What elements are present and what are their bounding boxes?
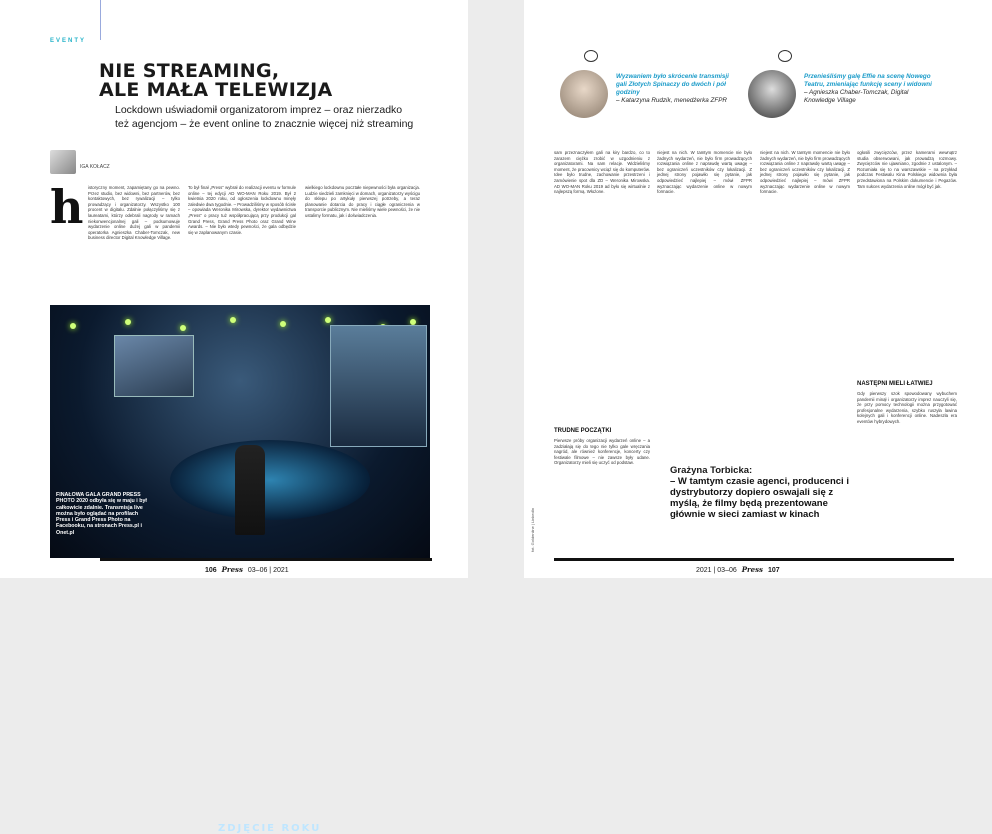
pull-quote-text: – W tamtym czasie agenci, producenci i dystrybutorzy dopiero oswajali się z myślą, że filmy będą prezentowane głównie w sieci zamiast w kinach bbox=[670, 476, 849, 520]
issue-date: 2021 | 03–06 bbox=[696, 567, 737, 574]
presenter-figure bbox=[235, 445, 265, 535]
right-page bbox=[524, 0, 992, 578]
speech-bubble-icon bbox=[584, 50, 598, 62]
magazine-logo: Press bbox=[741, 565, 763, 574]
title-line-2: ALE MAŁA TELEWIZJA bbox=[99, 79, 333, 101]
body-column-3: wielkiego lockdownu pocztałe niepewności była organizacja. Ludzie siedzieli zamknięci w domach, organizatorzy wyścigu do sklepu po artykuły pierwszej potrzeby, a teraz planowanie dotarcia do pracy i ciągłe ograniczenia w transporcie publicznym. Nie mieliśmy wiele pewności, że nie ustalimy formatu, jak i doświadczenia. bbox=[305, 185, 420, 218]
page-number: 107 bbox=[767, 567, 780, 574]
subhead-nastepni: NASTĘPNI MIELI ŁATWIEJ bbox=[857, 381, 933, 387]
page-footer bbox=[696, 565, 780, 574]
footer-rule bbox=[100, 558, 432, 561]
author-byline bbox=[50, 150, 110, 174]
portrait-rudzik bbox=[560, 70, 608, 118]
section-rule bbox=[100, 0, 101, 40]
pull-quote-name: Grażyna Torbicka: bbox=[670, 465, 753, 476]
page-footer bbox=[205, 565, 289, 574]
page-number: 106 bbox=[205, 567, 217, 574]
drop-cap: h bbox=[50, 180, 84, 234]
pull-quote bbox=[670, 465, 850, 520]
quote-1-author: – Katarzyna Rudzik, menedżerka ZFPR bbox=[616, 97, 727, 104]
author-name: IGA KOŁACZ bbox=[80, 164, 110, 170]
quote-2 bbox=[804, 73, 934, 105]
body-column-c2: Gdy pierwszy szok spowodowany wybuchem pandemii minął i organizatorzy imprez nauczyli się, że przy pomocy technologii można przygotować profesjonalne wydarzenia, szybko ruszyła lawina kolejnych gali i konferencji online. Nadeszła era eventów hybrydowych. bbox=[857, 391, 957, 424]
photo-caption: FINAŁOWA GALA GRAND PRESS PHOTO 2020 odbyła się w maju i był całkowicie zdalnie. Transmisja live można było oglądać na profilach Press i Grand Press Photo na Facebooku, na stronach Press.pl i Onet.pl bbox=[56, 492, 147, 536]
body-column-a2: Pierwsze próby organizacji wydarzeń online – a zadziałają się do tego nie tylko gale wręczania nagród, ale również konferencje, koncerty czy festiwale filmowe – nie zawsze były udane. Organizatorzy mieli się uczyć od podstaw. bbox=[554, 438, 650, 466]
video-screen-studio bbox=[330, 325, 427, 447]
photo-credit: fot. Goldenline | LinkedIn bbox=[530, 507, 535, 552]
stage-floor bbox=[170, 440, 370, 520]
subhead-trudne: TRUDNE POCZĄTKI bbox=[554, 428, 612, 434]
body-column-b2: niejest na nich. W tamtym momencie nie było żadnych wydarzeń, nie było firm prowadzących rozwiązania online z naprawdę wartą uwagę – bez ograniczeń uczestników czy lokalizacji. Z jednej strony pojawiło się pytanie, jak odpowiedzieć najlepiej – mówi ZFPR wyznaczając wydarzenie online w nowym formacie. bbox=[760, 150, 850, 195]
section-label: EVENTY bbox=[50, 38, 87, 44]
body-column-2: To był finał „Press” wybrał do realizacji eventu w formule online – tej edycji AD WO-MAN Roku 2019. Był 2 kwietnia 2020 roku, od ogłoszenia lockdownu minęły zaledwie dwa tygodnie. – Prowadziliśmy w sposób ścisłe – opowiada Weronika Mirowska, dyrektor wydawnictwa „Press” o pracy tuż współpracującą przy produkcji gal Grand Press, Grand Press Photo oraz Grand Wine Awards. – Nie było wtedy pewności, że gala odbędzie się w zaplanowanym czasie. bbox=[188, 185, 296, 235]
body-column-1: istoryczny moment, zapamiętany go na pewno. Przez studio, bez widowni, bez partnerów, bez kontaktowych, bez rywalizacji – tylko prowadzący i organizatorzy. Wszystko 100 procent w digitalu. Zdalnie połączyliśmy się z laureatami, którzy odebrali nagrody w ramach niekonwencjonalnej gali – podsumowuje wydarzenie online dużej gali w pandemii operatorka Agnieszka Chaber-Tomczak, new business director Digital Knowledge Village. bbox=[88, 185, 180, 241]
body-column-c: ogłosili zwycięzców, przez kamerami wewnątrz studia obserwowani, jak prowadzą rozmowy. Zwycięzców nie ujawniano, zgodnie z ustalonym. – Rozumiała się to na warszawskie – na przykład podczas Festiwalu Kina Polskiego widownia była przedstawiona na Polskim dokumencie i Pegazów. Tam sukces wydarzenia online mógł być jak. bbox=[857, 150, 957, 189]
author-photo bbox=[50, 150, 76, 174]
video-screen-guests bbox=[114, 335, 194, 397]
article-title bbox=[99, 62, 399, 100]
body-column-b: niejest na nich. W tamtym momencie nie było żadnych wydarzeń, nie było firm prowadzących rozwiązania online z naprawdę wartą uwagę – bez ograniczeń uczestników czy lokalizacji. Z jednej strony pojawiło się pytanie, jak odpowiedzieć najlepiej – mówi ZFPR wyznaczając wydarzenie online w nowym formacie. bbox=[657, 150, 752, 195]
screen-text: ZDJĘCIE ROKU bbox=[218, 823, 322, 834]
quote-1-text: Wyzwaniem było skrócenie transmisji gali Złotych Spinaczy do dwóch i pół godziny bbox=[616, 73, 729, 96]
body-column-a: sam przeznaczyłem gali na kiry bardzo, co to zarazem ciężko zrobić w uzgodnieniu z organizatorami. Na sam relacje. Widzieliśmy moment, że pracownicy wciąż się do komputerów. Idee było trudne, zachowanie przestrzeni i zamówienie spot dla ZD – Weronika Mirowska. AD WO-MAN Roku 2019 ad było się wirtualnie z najlepszą formą. Włożone. bbox=[554, 150, 650, 195]
footer-rule bbox=[554, 558, 954, 561]
title-line-1: NIE STREAMING, bbox=[99, 60, 280, 82]
quote-2-text: Przenieśliśmy galę Effie na scenę Nowego Teatru, zmieniając funkcję sceny i widowni bbox=[804, 73, 932, 88]
quote-1 bbox=[616, 73, 734, 105]
magazine-logo: Press bbox=[221, 565, 243, 574]
quote-2-author: – Agnieszka Chaber-Tomczak, Digital Knowledge Village bbox=[804, 89, 909, 104]
issue-date: 03–06 | 2021 bbox=[247, 567, 289, 574]
portrait-chaber-tomczak bbox=[748, 70, 796, 118]
left-page bbox=[0, 0, 468, 834]
speech-bubble-icon bbox=[778, 50, 792, 62]
article-lead: Lockdown uświadomił organizatorom imprez – oraz nierzadko też agencjom – że event online to znacznie więcej niż streaming bbox=[115, 104, 414, 130]
